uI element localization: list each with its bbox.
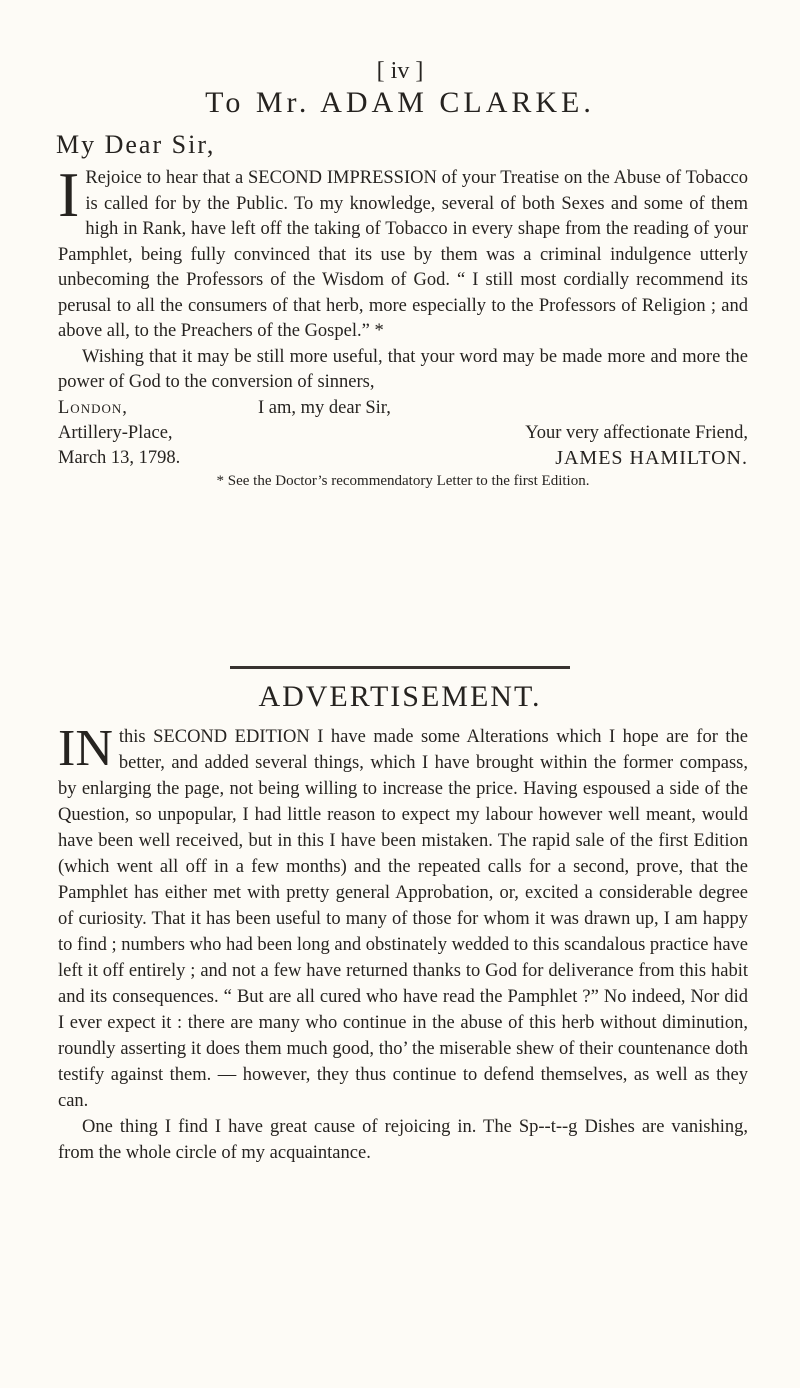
salutation: My Dear Sir, <box>56 130 216 159</box>
letter-paragraph-1 <box>58 159 748 345</box>
advertisement-body <box>58 720 748 1166</box>
closing-friend: Your very affectionate Friend, <box>525 422 748 443</box>
letter-body <box>58 159 748 490</box>
page-number: [ iv ] <box>376 58 424 84</box>
letter-paragraph-2: Wishing that it may be still more useful, that your word may be made more and more the power of God to the conversion of sinners, <box>58 346 748 392</box>
dedication-heading: To Mr. ADAM CLARKE. <box>205 86 595 119</box>
advertisement-heading: ADVERTISEMENT. <box>258 680 542 713</box>
drop-cap: IN <box>58 720 113 777</box>
closing-greeting: I am, my dear Sir, <box>258 397 391 418</box>
advertisement-paragraph-1 <box>58 720 748 1114</box>
letter-paragraph-1-text: Rejoice to hear that a SECOND IMPRESSION of your Treatise on the Abuse of Tobacco is called for by the Public. To my knowledge, several of both Sexes and some of them high in Rank, have left off the taking of Tobacco in every shape from the reading of your Pamphlet, being fully convinced that its use by them was a criminal indulgence utterly unbecoming the Professors of the Wisdom of God. “ I still most cordially recommend its perusal to all the consumers of that herb, more especially to the Professors of Religion ; and above all, to the Preachers of the Gospel.” * <box>58 168 748 341</box>
closing-date: March 13, 1798. <box>58 447 181 468</box>
closing-line-3 <box>58 446 748 471</box>
closing-line-1 <box>58 396 748 421</box>
advertisement-paragraph-1-text: this SECOND EDITION I have made some Alterations which I hope are for the better, and added several things, which I have brought within the former compass, by enlarging the page, not being willing to increase the price. Having espoused a side of the Question, so unpopular, I had little reason to expect my labour however well meant, would have been well received, but in this I have been mistaken. The rapid sale of the first Edition (which went all off in a few months) and the repeated calls for a second, prove, that the Pamphlet has either met with pretty general Approbation, or, excited a considerable degree of curiosity. That it has been useful to many of those for whom it was drawn up, I am happy to find ; numbers who had been long and obstinately wedded to this scandalous practice have left it off entirely ; and not a few have returned thanks to God for deliverance from this habit and its consequences. “ But are all cured who have read the Pamphlet ?” No indeed, Nor did I ever expect it : there are many who continue in the abuse of this herb without diminution, roundly asserting it does them much good, tho’ the miserable shew of their countenance doth testify against them. — however, they thus continue to defend themselves, as well as they can. <box>58 727 748 1111</box>
signature: JAMES HAMILTON. <box>555 446 748 469</box>
closing-place-2: Artillery-Place, <box>58 422 173 443</box>
closing-place-1: London, <box>58 397 128 418</box>
closing-line-2 <box>58 421 748 446</box>
footnote: * See the Doctor’s recommendatory Letter to the first Edition. <box>216 472 590 489</box>
advertisement-paragraph-2: One thing I find I have great cause of rejoicing in. The Sp--t--g Dishes are vanishing, from the whole circle of my acquaintance. <box>58 1117 748 1163</box>
drop-cap: I <box>58 159 80 230</box>
section-divider <box>230 666 570 669</box>
